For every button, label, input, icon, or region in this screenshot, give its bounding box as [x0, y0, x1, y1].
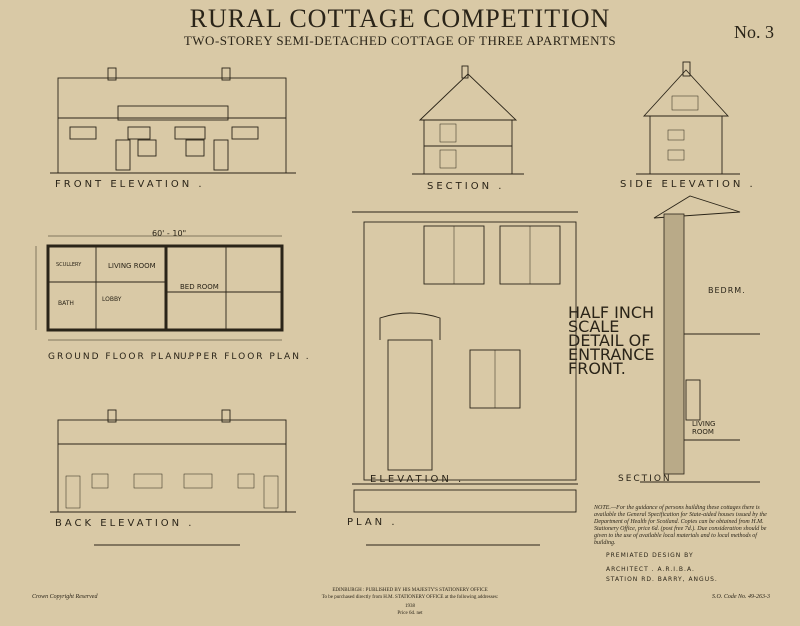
section-label: SECTION .	[427, 181, 505, 192]
room-lobby: LOBBY	[102, 296, 122, 303]
detail-living-room-note: LIVING ROOM	[692, 420, 716, 436]
room-living-room: LIVING ROOM	[108, 262, 156, 270]
design-credit-line1: PREMIATED DESIGN BY	[606, 552, 694, 559]
sheet-title: RURAL COTTAGE COMPETITION	[189, 4, 611, 33]
room-bath: BATH	[58, 300, 74, 307]
room-bed-room: BED ROOM	[180, 283, 219, 291]
plan-overall-dimension: 60' - 10"	[152, 229, 187, 238]
publisher-line-2: To be purchased directly from H.M. STATIONERY OFFICE at the following addresses:	[321, 595, 499, 600]
side-elevation-label: SIDE ELEVATION .	[620, 179, 756, 190]
detail-title: HALF INCH SCALE DETAIL OF ENTRANCE FRONT.	[568, 303, 655, 378]
plate-number: No. 3	[734, 22, 774, 42]
crown-copyright: Crown Copyright Reserved	[32, 594, 98, 600]
elevation-label: ELEVATION .	[370, 474, 465, 485]
section-detail-label: SECTION	[618, 474, 672, 484]
upper-floor-plan-label: UPPER FLOOR PLAN .	[180, 352, 311, 362]
design-credit-line3: STATION RD. BARRY, ANGUS.	[606, 576, 718, 583]
publication-year: 1938	[405, 604, 415, 609]
room-scullery: SCULLERY	[56, 262, 82, 268]
plan-label: PLAN .	[347, 517, 398, 528]
detail-bedroom-note: BEDRM.	[708, 286, 746, 295]
sheet-subtitle: TWO-STOREY SEMI-DETACHED COTTAGE OF THREE APARTMENTS	[183, 33, 617, 48]
stationery-office-code: S.O. Code No. 49-263-3	[712, 594, 770, 600]
price: Price 6d. net	[397, 611, 423, 616]
design-credit-line2: ARCHITECT . A.R.I.B.A.	[606, 566, 695, 573]
publisher-line-1: EDINBURGH : PUBLISHED BY HIS MAJESTY'S STATIONERY OFFICE	[332, 588, 488, 593]
front-elevation-label: FRONT ELEVATION .	[55, 179, 205, 190]
back-elevation-label: BACK ELEVATION .	[55, 518, 195, 529]
guidance-note: NOTE.—For the guidance of persons building these cottages there is available the General Specification for State-aided houses issued by the Department of Health for Scotland. Copies can be obtained from H.M. Stationery Office, price 6d. (post free 7d.). Due consideration should be given to the use of available local materials and to local methods of building.	[594, 505, 767, 546]
ground-floor-plan-label: GROUND FLOOR PLAN .	[48, 352, 192, 362]
